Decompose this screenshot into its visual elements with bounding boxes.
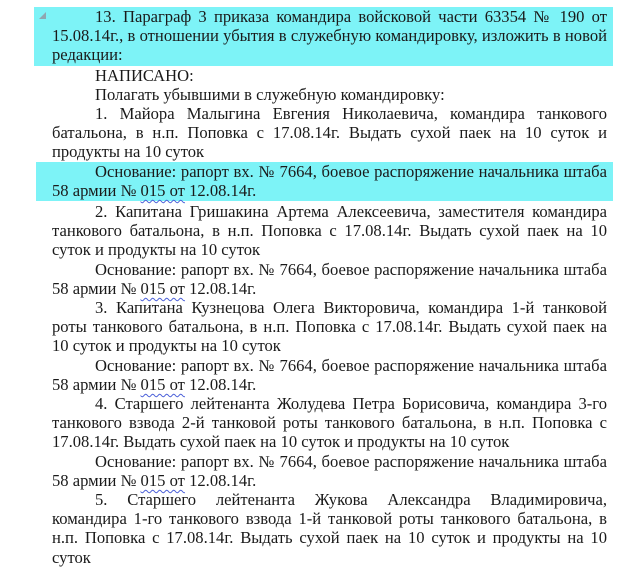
basis-paragraph[interactable] — [36, 162, 613, 201]
basis-suffix: 12.08.14г. — [184, 470, 257, 490]
basis-suffix: 12.08.14г. — [184, 278, 257, 298]
basis-paragraph — [0, 356, 640, 394]
basis-prefix: Основание: рапорт вх. № 7664, боевое распоряжение начальника штаба 58 армии № — [52, 451, 607, 490]
basis-prefix: Основание: рапорт вх. № 7664, боевое распоряжение начальника штаба 58 армии № — [52, 355, 607, 394]
spellcheck-flagged-text[interactable]: 015 от — [140, 374, 185, 394]
list-item-text: 4. Старшего лейтенанта Жолудева Петра Борисовича, командира 3-го танкового взвода 2-й танковой роты танкового батальона, в н.п. Поповка с 17.08.14г. Выдать сухой паек на 10 суток и продукты на 10 суток — [52, 394, 607, 452]
list-item — [0, 104, 640, 162]
spellcheck-flagged-text[interactable]: 015 от — [140, 278, 185, 298]
lead-line-text: Полагать убывшими в служебную командировку: — [95, 84, 445, 104]
intro-text: 13. Параграф 3 приказа командира войсковой части 63354 № 190 от 15.08.14г., в отношении убытия в служебную командировку, изложить в новой редакции: — [52, 7, 607, 65]
basis-paragraph — [0, 452, 640, 490]
list-item-text: 5. Старшего лейтенанта Жукова Александра Владимировича, командира 1-го танкового взвода 1-й танковой роты танкового батальона, в н.п. Поповка с 17.08.14г. Выдать сухой паек на 10 суток и продукты на 10 суток — [52, 490, 607, 567]
basis-prefix: Основание: рапорт вх. № 7664, боевое распоряжение начальника штаба 58 армии № — [52, 259, 607, 298]
basis-suffix: 12.08.14г. — [184, 374, 257, 394]
spellcheck-flagged-text[interactable]: 015 от — [140, 470, 185, 490]
lead-line — [0, 85, 640, 104]
spellcheck-flagged-text[interactable]: 015 от — [140, 180, 185, 200]
basis-paragraph — [0, 260, 640, 298]
list-item — [0, 202, 640, 260]
written-label — [0, 66, 640, 85]
list-item — [0, 298, 640, 356]
list-item-text: 2. Капитана Гришакина Артема Алексеевича, заместителя командира танкового батальона, в н.п. Поповка с 17.08.14г. Выдать сухой паек на 10 суток и продукты на 10 суток — [52, 202, 607, 260]
list-item-text: 1. Майора Малыгина Евгения Николаевича, командира танкового батальона, в н.п. Поповка с 17.08.14г. Выдать сухой паек на 10 суток и продукты на 10 суток — [52, 104, 607, 162]
basis-suffix: 12.08.14г. — [184, 180, 257, 200]
list-item-text: 3. Капитана Кузнецова Олега Викторовича, командира 1-й танковой роты танкового батальона, в н.п. Поповка с 17.08.14г. Выдать сухой паек на 10 суток и продукты на 10 суток — [52, 298, 607, 356]
intro-paragraph[interactable] — [34, 7, 613, 66]
list-item — [0, 490, 640, 567]
written-label-text: НАПИСАНО: — [95, 65, 194, 85]
basis-prefix: Основание: рапорт вх. № 7664, боевое распоряжение начальника штаба 58 армии № — [52, 161, 607, 200]
list-item — [0, 394, 640, 452]
collapse-triangle-icon[interactable] — [39, 12, 46, 19]
document-page — [0, 7, 640, 567]
